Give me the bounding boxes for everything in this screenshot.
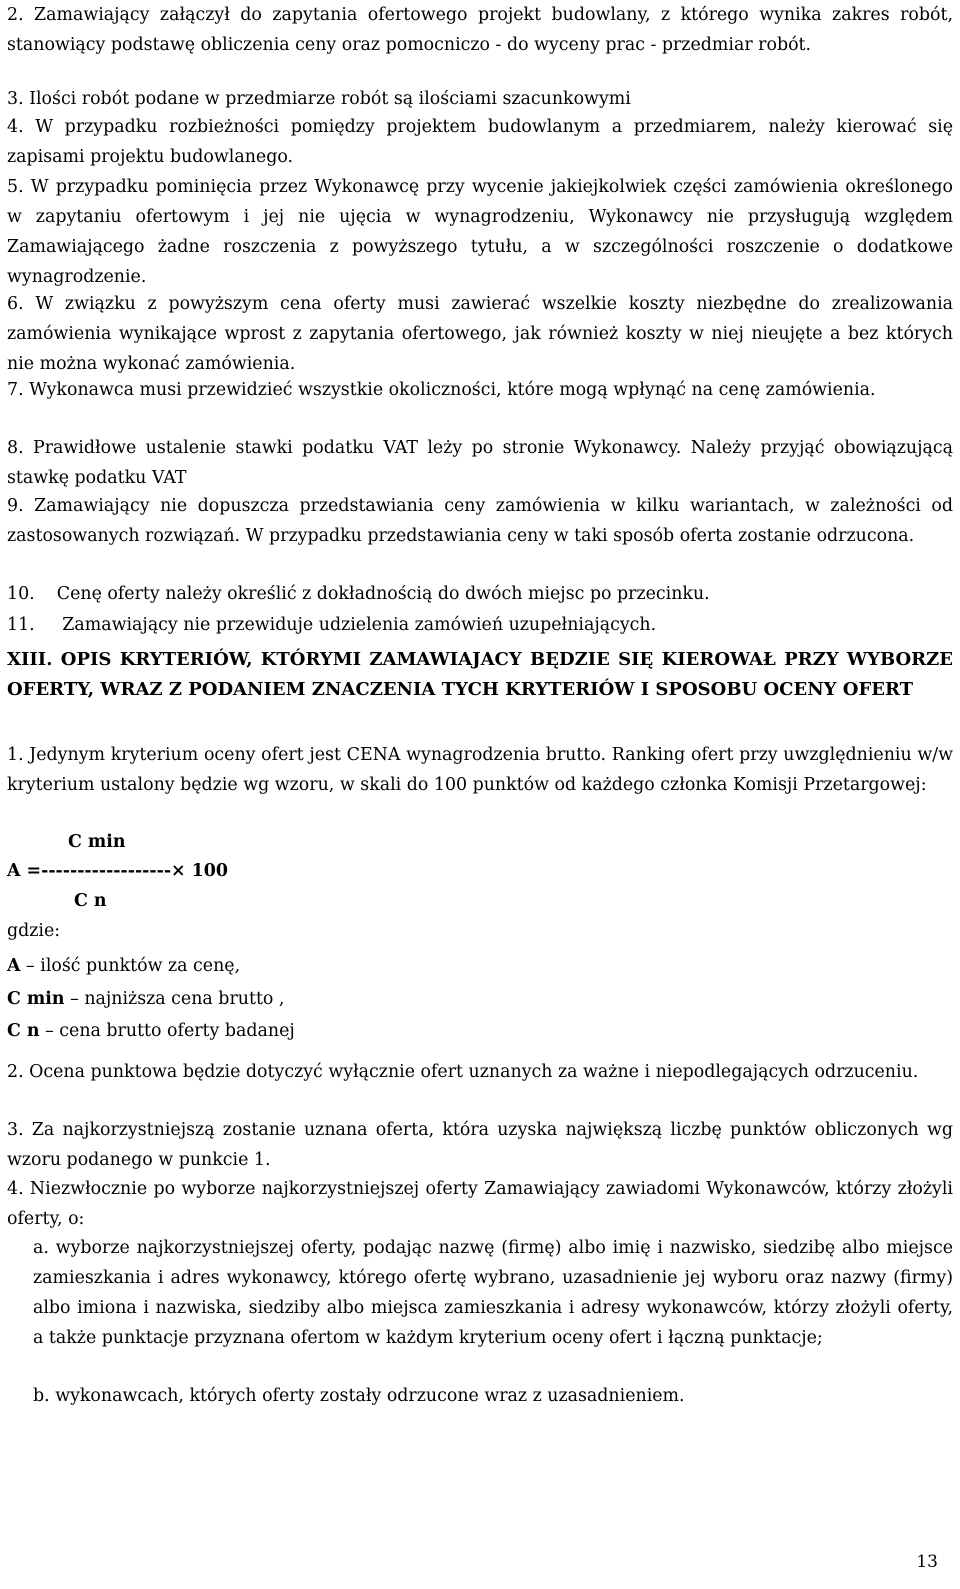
point-4-notification: 4. Niezwłocznie po wyborze najkorzystniejszej oferty Zamawiający zawiadomi Wykonawców, którzy złożyli oferty, o:: [7, 1179, 953, 1229]
legend-symbol: C min: [7, 989, 65, 1009]
point-10: 10. Cenę oferty należy określić z dokładnością do dwóch miejsc po przecinku.: [7, 584, 710, 604]
criterion-paragraph: 1. Jedynym kryterium oceny ofert jest CENA wynagrodzenia brutto. Ranking ofert przy uwzględnieniu w/w kryterium ustalony będzie wg wzoru, w skali do 100 punktów od każdego członka Komisji Przetargowej:: [7, 745, 953, 795]
legend-description: – najniższa cena brutto ,: [64, 989, 285, 1009]
legend-symbol: C n: [7, 1021, 40, 1041]
legend-item-cmin: [7, 984, 284, 1014]
page-number: 13: [916, 1552, 938, 1572]
sub-point-b: b. wykonawcach, których oferty zostały odrzucone wraz z uzasadnieniem.: [33, 1386, 685, 1406]
section-xiii-heading: XIII. OPIS KRYTERIÓW, KTÓRYMI ZAMAWIAJACY BĘDZIE SIĘ KIEROWAŁ PRZY WYBORZE OFERTY, WRAZ Z PODANIEM ZNACZENIA TYCH KRYTERIÓW I SPOSOBU OCENY OFERT: [7, 649, 953, 700]
point-3-best-offer: 3. Za najkorzystniejszą zostanie uznana oferta, która uzyska największą liczbę punktów obliczonych wg wzoru podanego w punkcie 1.: [7, 1120, 953, 1170]
formula-denominator: C n: [74, 891, 107, 911]
point-6: 6. W związku z powyższym cena oferty musi zawierać wszelkie koszty niezbędne do zrealizowania zamówienia wynikające wprost z zapytania ofertowego, jak również koszty w niej nieujęte a bez których nie można wykonać zamówienia.: [7, 294, 953, 374]
point-8: 8. Prawidłowe ustalenie stawki podatku VAT leży po stronie Wykonawcy. Należy przyjąć obowiązującą stawkę podatku VAT: [7, 438, 953, 488]
legend-description: – cena brutto oferty badanej: [39, 1021, 295, 1041]
point-9: 9. Zamawiający nie dopuszcza przedstawiania ceny zamówienia w kilku wariantach, w zależności od zastosowanych rozwiązań. W przypadku przedstawiania ceny w taki sposób oferta zostanie odrzucona.: [7, 496, 953, 546]
point-4: 4. W przypadku rozbieżności pomiędzy projektem budowlanym a przedmiarem, należy kierować się zapisami projektu budowlanego.: [7, 117, 953, 167]
sub-point-a: a. wyborze najkorzystniejszej oferty, podając nazwę (firmę) albo imię i nazwisko, siedzibę albo miejsce zamieszkania i adres wykonawcy, którego ofertę wybrano, uzasadnienie jej wyboru oraz nazwy (firmy) albo imiona i nazwiska, siedziby albo miejsca zamieszkania i adresy wykonawców, którzy złożyli oferty, a także punktacje przyznana ofertom w każdym kryterium oceny ofert i łączną punktacje;: [33, 1238, 953, 1348]
legend-symbol: A: [7, 956, 21, 976]
point-7: 7. Wykonawca musi przewidzieć wszystkie okoliczności, które mogą wpłynąć na cenę zamówienia.: [7, 380, 876, 400]
where-label: gdzie:: [7, 921, 61, 941]
point-2: 2. Zamawiający załączył do zapytania ofertowego projekt budowlany, z którego wynika zakres robót, stanowiący podstawę obliczenia ceny oraz pomocniczo - do wyceny prac - przedmiar robót.: [7, 5, 953, 55]
legend-description: – ilość punktów za cenę,: [20, 956, 241, 976]
legend-item-cn: [7, 1016, 295, 1046]
point-11: 11. Zamawiający nie przewiduje udzielenia zamówień uzupełniających.: [7, 615, 657, 635]
point-2-evaluation: 2. Ocena punktowa będzie dotyczyć wyłącznie ofert uznanych za ważne i niepodlegających odrzuceniu.: [7, 1062, 919, 1082]
formula-line: A =------------------× 100: [7, 861, 228, 881]
formula-numerator: C min: [68, 832, 126, 852]
point-5: 5. W przypadku pominięcia przez Wykonawcę przy wycenie jakiejkolwiek części zamówienia określonego w zapytaniu ofertowym i jej nie ujęcia w wynagrodzeniu, Wykonawcy nie przysługują względem Zamawiającego żadne roszczenia z powyższego tytułu, a w szczególności roszczenie o dodatkowe wynagrodzenie.: [7, 177, 953, 287]
point-3: 3. Ilości robót podane w przedmiarze robót są ilościami szacunkowymi: [7, 89, 631, 109]
legend-item-a: [7, 951, 240, 981]
